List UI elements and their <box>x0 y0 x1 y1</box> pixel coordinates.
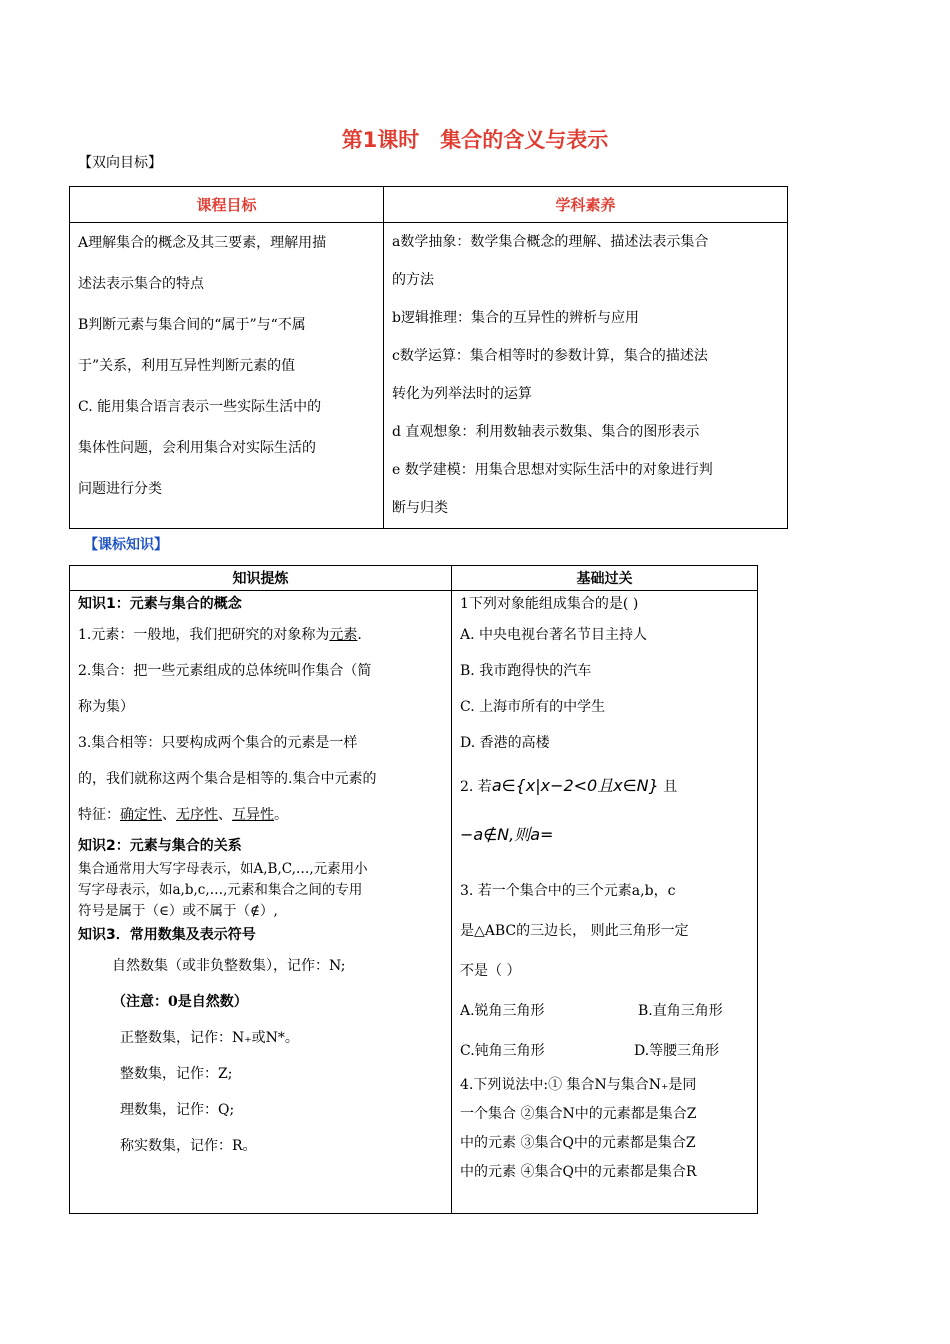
knowledge-table <box>69 565 758 1214</box>
q3-line: 是△ABC的三边长， 则此三角形一定 <box>460 923 689 939</box>
knowledge-header-summary: 知识提炼 <box>70 566 452 591</box>
k1-item: 特征：确定性、无序性、互异性。 <box>78 807 288 823</box>
k3-line: 整数集，记作：Z; <box>120 1066 233 1082</box>
k1-item: 1.元素：一般地，我们把研究的对象称为元素. <box>78 627 362 643</box>
literacy-line: e 数学建模：用集合思想对实际生活中的对象进行判 <box>392 462 713 478</box>
goal-line: A理解集合的概念及其三要素，理解用描 <box>78 235 327 251</box>
goals-header-literacy: 学科素养 <box>384 187 788 223</box>
goal-line: B判断元素与集合间的“属于”与“不属 <box>78 317 306 333</box>
q4-line: 4.下列说法中:① 集合N与集合N₊是同 <box>460 1077 697 1093</box>
k3-line: （注意：0是自然数） <box>112 994 248 1010</box>
literacy-line: 转化为列举法时的运算 <box>392 386 532 402</box>
knowledge-header-practice: 基础过关 <box>452 566 758 591</box>
section-label-goals: 【双向目标】 <box>78 155 162 171</box>
q1-option: D. 香港的高楼 <box>460 735 550 751</box>
literacy-line: b逻辑推理：集合的互异性的辨析与应用 <box>392 310 639 326</box>
k3-title: 知识3．常用数集及表示符号 <box>78 927 256 943</box>
k2-line: 集合通常用大写字母表示，如A,B,C,…,元素用小 <box>78 861 368 877</box>
literacy-line: d 直观想象：利用数轴表示数集、集合的图形表示 <box>392 424 700 440</box>
q2-line2: −a∉N,则a= <box>460 825 554 844</box>
k3-line: 正整数集，记作：N₊或N*。 <box>120 1030 299 1046</box>
goal-line: 于”关系，利用互异性判断元素的值 <box>78 358 296 374</box>
k2-title: 知识2：元素与集合的关系 <box>78 838 242 854</box>
k1-item: 3.集合相等：只要构成两个集合的元素是一样 <box>78 735 358 751</box>
goals-table <box>69 186 788 529</box>
goal-line: 问题进行分类 <box>78 481 162 497</box>
k1-title: 知识1：元素与集合的概念 <box>78 596 242 612</box>
knowledge-practice-cell <box>452 591 758 1214</box>
page-title: 第1课时 集合的含义与表示 <box>341 128 609 152</box>
q4-line: 一个集合 ②集合N中的元素都是集合Z <box>460 1106 697 1122</box>
q4-line: 中的元素 ③集合Q中的元素都是集合Z <box>460 1135 696 1151</box>
goal-line: 述法表示集合的特点 <box>78 276 204 292</box>
k1-item: 的，我们就称这两个集合是相等的.集合中元素的 <box>78 771 377 787</box>
goal-line: 集体性问题，会利用集合对实际生活的 <box>78 440 316 456</box>
q1-line: 1下列对象能组成集合的是( ) <box>460 596 639 612</box>
goal-line: C. 能用集合语言表示一些实际生活中的 <box>78 399 322 415</box>
q1-option: C. 上海市所有的中学生 <box>460 699 606 715</box>
goals-header-course: 课程目标 <box>70 187 384 223</box>
literacy-line: c数学运算：集合相等时的参数计算，集合的描述法 <box>392 348 708 364</box>
literacy-line: a数学抽象：数学集合概念的理解、描述法表示集合 <box>392 234 709 250</box>
q4-line: 中的元素 ④集合Q中的元素都是集合R <box>460 1164 697 1180</box>
goals-course-cell <box>70 223 384 529</box>
k3-line: 自然数集（或非负整数集），记作：N; <box>112 958 346 974</box>
k2-line: 符号是属于（∈）或不属于（∉）, <box>78 903 278 919</box>
q1-option: B. 我市跑得快的汽车 <box>460 663 592 679</box>
k3-line: 称实数集，记作：R。 <box>120 1138 257 1154</box>
knowledge-summary-cell <box>70 591 452 1214</box>
k2-line: 写字母表示，如a,b,c,…,元素和集合之间的专用 <box>78 882 363 898</box>
goals-literacy-cell <box>384 223 788 529</box>
literacy-line: 的方法 <box>392 272 434 288</box>
q3-line: 不是（ ） <box>460 963 521 979</box>
q3-options: C.钝角三角形 D.等腰三角形 <box>460 1043 720 1059</box>
q2-line: 2. 若a∈{x|x−2<0且x∈N} 且 <box>460 776 678 795</box>
q3-line: 3. 若一个集合中的三个元素a,b，c <box>460 883 676 899</box>
section-label-knowledge: 【课标知识】 <box>84 537 168 553</box>
literacy-line: 断与归类 <box>392 500 448 516</box>
q1-option: A. 中央电视台著名节目主持人 <box>460 627 648 643</box>
k1-item: 称为集） <box>78 699 134 715</box>
q3-options: A.锐角三角形 B.直角三角形 <box>460 1003 723 1019</box>
k3-line: 理数集，记作：Q; <box>120 1102 235 1118</box>
k1-item: 2.集合：把一些元素组成的总体统叫作集合（简 <box>78 663 372 679</box>
